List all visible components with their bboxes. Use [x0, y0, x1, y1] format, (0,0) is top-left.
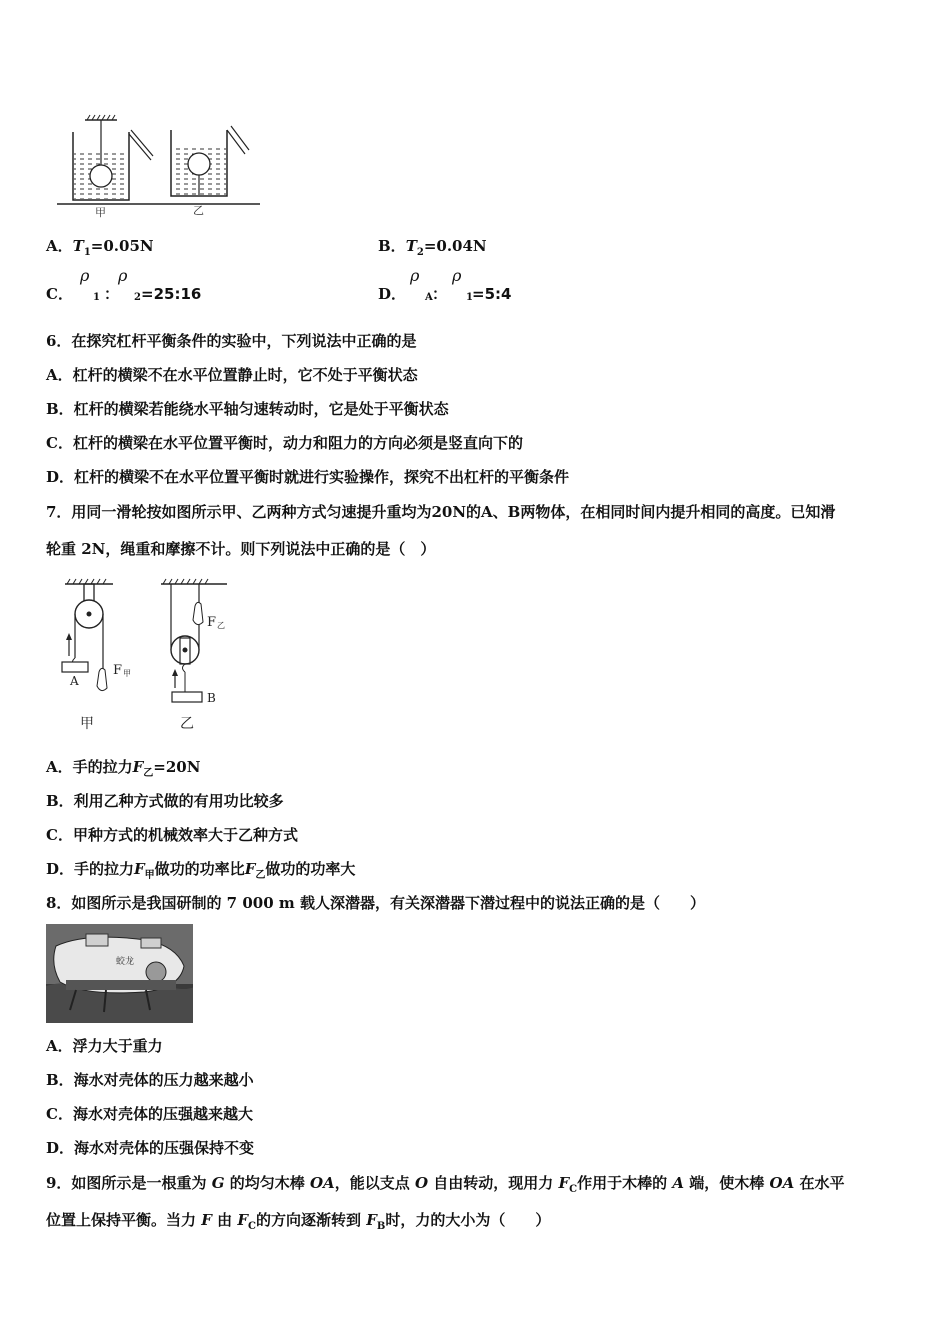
q8-option-a: A．浮力大于重力 — [46, 1037, 163, 1055]
q7-label-fjia: F — [113, 663, 123, 678]
q8-option-b: B．海水对壳体的压力越来越小 — [46, 1071, 254, 1089]
q8-stem: 8．如图所示是我国研制的 7 000 m 载人深潜器，有关深潜器下潜过程中的说法正确的是（ ） — [46, 894, 705, 912]
q5-option-c: C． — [46, 285, 73, 303]
q7-label-a: A — [70, 674, 79, 688]
q6-option-d: D．杠杆的横梁不在水平位置平衡时就进行实验操作，探究不出杠杆的平衡条件 — [46, 468, 570, 486]
q5-c-sub2: 2 — [134, 292, 141, 303]
q5-label-jia: 甲 — [95, 206, 106, 219]
q5-c-rho1: ρ — [80, 266, 90, 285]
q7-option-d: D．手的拉力$F_甲$做功的功率比$F_乙$做功的功率大 — [46, 860, 356, 881]
q5-c-ratio: =25:16 — [141, 285, 202, 303]
q5-c-sep: ： — [104, 285, 120, 303]
q7-pulley-figure — [55, 576, 245, 736]
q7-option-b: B．利用乙种方式做的有用功比较多 — [46, 792, 284, 810]
q7-label-yi: 乙 — [180, 716, 194, 732]
q8-photo-text: 蛟龙 — [116, 957, 135, 967]
q7-option-c: C．甲种方式的机械效率大于乙种方式 — [46, 826, 298, 844]
q5-d-rho1: ρ — [410, 266, 420, 285]
q8-submersible-photo — [46, 924, 193, 1023]
q5-label-yi: 乙 — [193, 204, 204, 217]
q5-option-b: B．$T_2=0.04N$ — [378, 237, 487, 258]
q6-option-a: A．杠杆的横梁不在水平位置静止时，它不处于平衡状态 — [46, 366, 418, 384]
q6-option-c: C．杠杆的横梁在水平位置平衡时，动力和阻力的方向必须是竖直向下的 — [46, 434, 523, 452]
q9-stem-line1: 9．如图所示是一根重为 G 的均匀木棒 OA，能以支点 O 自由转动，现用力 $F_C$作用于木棒的 A 端，使木棒 OA 在水平 — [46, 1174, 845, 1195]
q7-label-fyi-sub: 乙 — [217, 621, 225, 630]
q7-label-jia: 甲 — [80, 716, 94, 732]
q7-option-a: A．手的拉力$F_乙=20N$ — [46, 758, 201, 779]
q6-stem: 6．在探究杠杆平衡条件的实验中，下列说法中正确的是 — [46, 332, 417, 350]
q7-label-b: B — [207, 691, 216, 705]
q7-stem-line1: 7．用同一滑轮按如图所示甲、乙两种方式匀速提升重均为20N的A、B两物体，在相同时间内提升相同的高度。已知滑 — [46, 503, 836, 521]
q7-label-fyi: F — [207, 615, 217, 630]
q5-option-a: A．$T_1=0.05N$ — [46, 237, 154, 258]
q7-label-fjia-sub: 甲 — [123, 669, 131, 678]
q5-d-sub2: 1 — [466, 292, 473, 303]
q8-option-c: C．海水对壳体的压强越来越大 — [46, 1105, 253, 1123]
q5-d-rho2: ρ — [452, 266, 462, 285]
q5-c-rho2: ρ — [118, 266, 128, 285]
q5-d-ratio: =5:4 — [472, 285, 512, 303]
q9-stem-line2: 位置上保持平衡。当力 F 由 $F_C$的方向逐渐转到 $F_B$时，力的大小为（ ） — [46, 1211, 551, 1232]
q6-option-b: B．杠杆的横梁若能绕水平轴匀速转动时，它是处于平衡状态 — [46, 400, 449, 418]
q5-d-sub1: A — [425, 292, 433, 303]
q7-stem-line2: 轮重 2N，绳重和摩擦不计。则下列说法中正确的是（ ） — [46, 540, 436, 558]
q5-figure — [55, 112, 265, 222]
q5-d-sep: ： — [432, 285, 448, 303]
q8-option-d: D．海水对壳体的压强保持不变 — [46, 1139, 255, 1157]
q5-c-sub1: 1 — [93, 292, 100, 303]
q5-option-d: D． — [378, 285, 407, 303]
